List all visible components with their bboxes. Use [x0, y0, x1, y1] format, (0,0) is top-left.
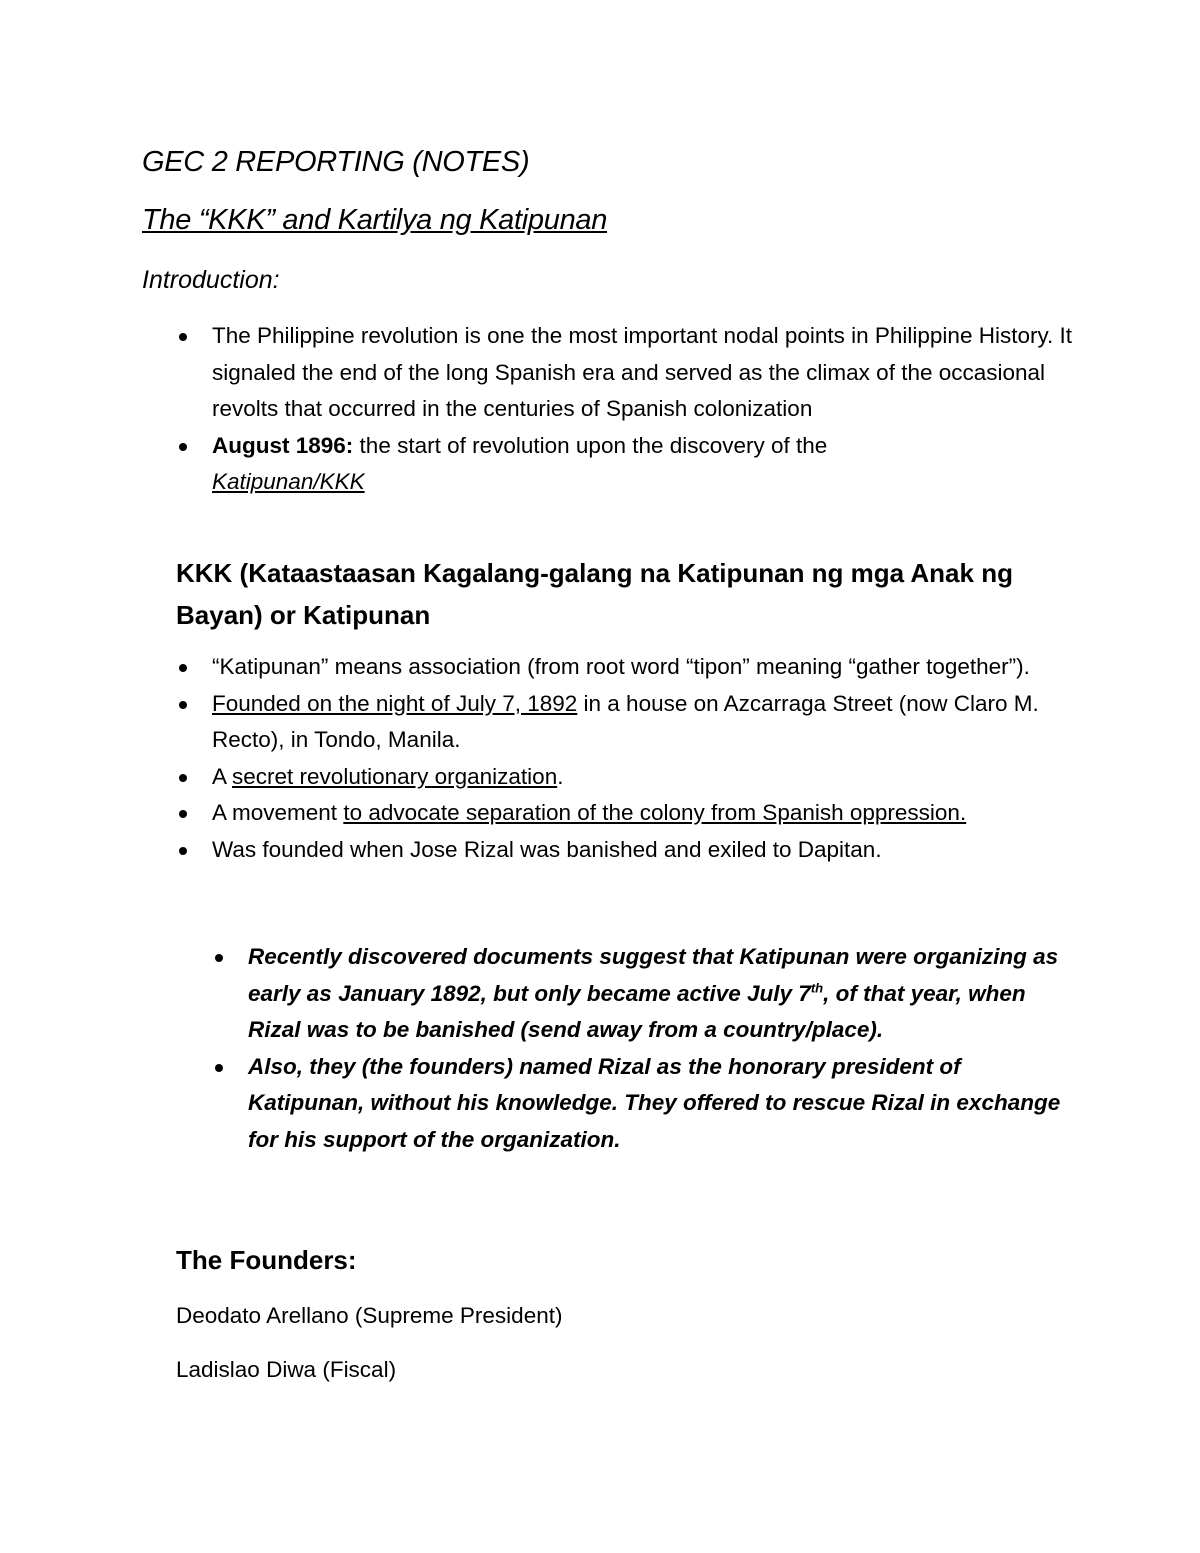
kkk-item-text: “Katipunan” means association (from root word “tipon” meaning “gather together”). [212, 654, 1030, 679]
introduction-item-text: The Philippine revolution is one the most important nodal points in Philippine History. It signaled the end of the long Spanish era and served as the climax of the occasional revolts that occurred in the centuries of Spanish colonization [212, 323, 1073, 421]
list-item [176, 686, 1076, 759]
kkk-list [176, 649, 1076, 868]
list-item [212, 939, 1072, 1049]
kkk-item-text: Was founded when Jose Rizal was banished and exiled to Dapitan. [212, 836, 882, 862]
list-item [176, 649, 1076, 686]
page-subtitle: The “KKK” and Kartilya ng Katipunan [142, 204, 608, 236]
movement-goal-text: to advocate separation of the colony from Spanish oppression. [343, 800, 967, 825]
kkk-item-text: A [212, 763, 233, 789]
superscript-text: th [810, 980, 824, 995]
list-item [176, 428, 1076, 501]
introduction-item-text: the start of revolution upon the discovery of the [353, 432, 828, 458]
page-title: GEC 2 REPORTING (NOTES) [142, 146, 530, 178]
list-item [176, 832, 1076, 869]
founder-entry: Deodato Arellano (Supreme President) [176, 1303, 563, 1328]
introduction-list [176, 318, 1076, 501]
founder-entry: Ladislao Diwa (Fiscal) [176, 1357, 397, 1382]
kkk-sub-list [212, 939, 1072, 1158]
kkk-section-heading: KKK (Kataastaasan Kagalang-galang na Katipunan ng mga Anak ng Bayan) or Katipunan [176, 558, 1013, 630]
list-item [212, 1049, 1072, 1159]
list-item [176, 759, 1076, 796]
organization-type-text: secret revolutionary organization [232, 763, 558, 789]
sub-item-text: Recently discovered documents suggest that Katipunan were organizing as early as January 1892, but only became active July 7 [248, 944, 1059, 1006]
date-label: August 1896: [212, 432, 354, 458]
introduction-heading: Introduction: [142, 266, 280, 294]
founders-heading: The Founders: [176, 1245, 357, 1275]
sub-item-text: Also, they (the founders) named Rizal as the honorary president of Katipunan, without his knowledge. They offered to rescue Rizal in exchange for his support of the organization. [248, 1053, 1061, 1152]
list-item [176, 318, 1076, 428]
kkk-item-text: . [557, 763, 564, 789]
sub-item-text: , of that year, when Rizal was to be banished (send away from a country/place). [248, 980, 1026, 1042]
list-item [176, 795, 1076, 832]
kkk-item-text: in a house on Azcarraga Street (now Claro M. Recto), in Tondo, Manila. [212, 690, 1039, 752]
katipunan-reference: Katipunan/KKK [212, 469, 365, 494]
founding-date-text: Founded on the night of July 7, 1892 [212, 690, 578, 716]
kkk-item-text: A movement [212, 800, 344, 825]
